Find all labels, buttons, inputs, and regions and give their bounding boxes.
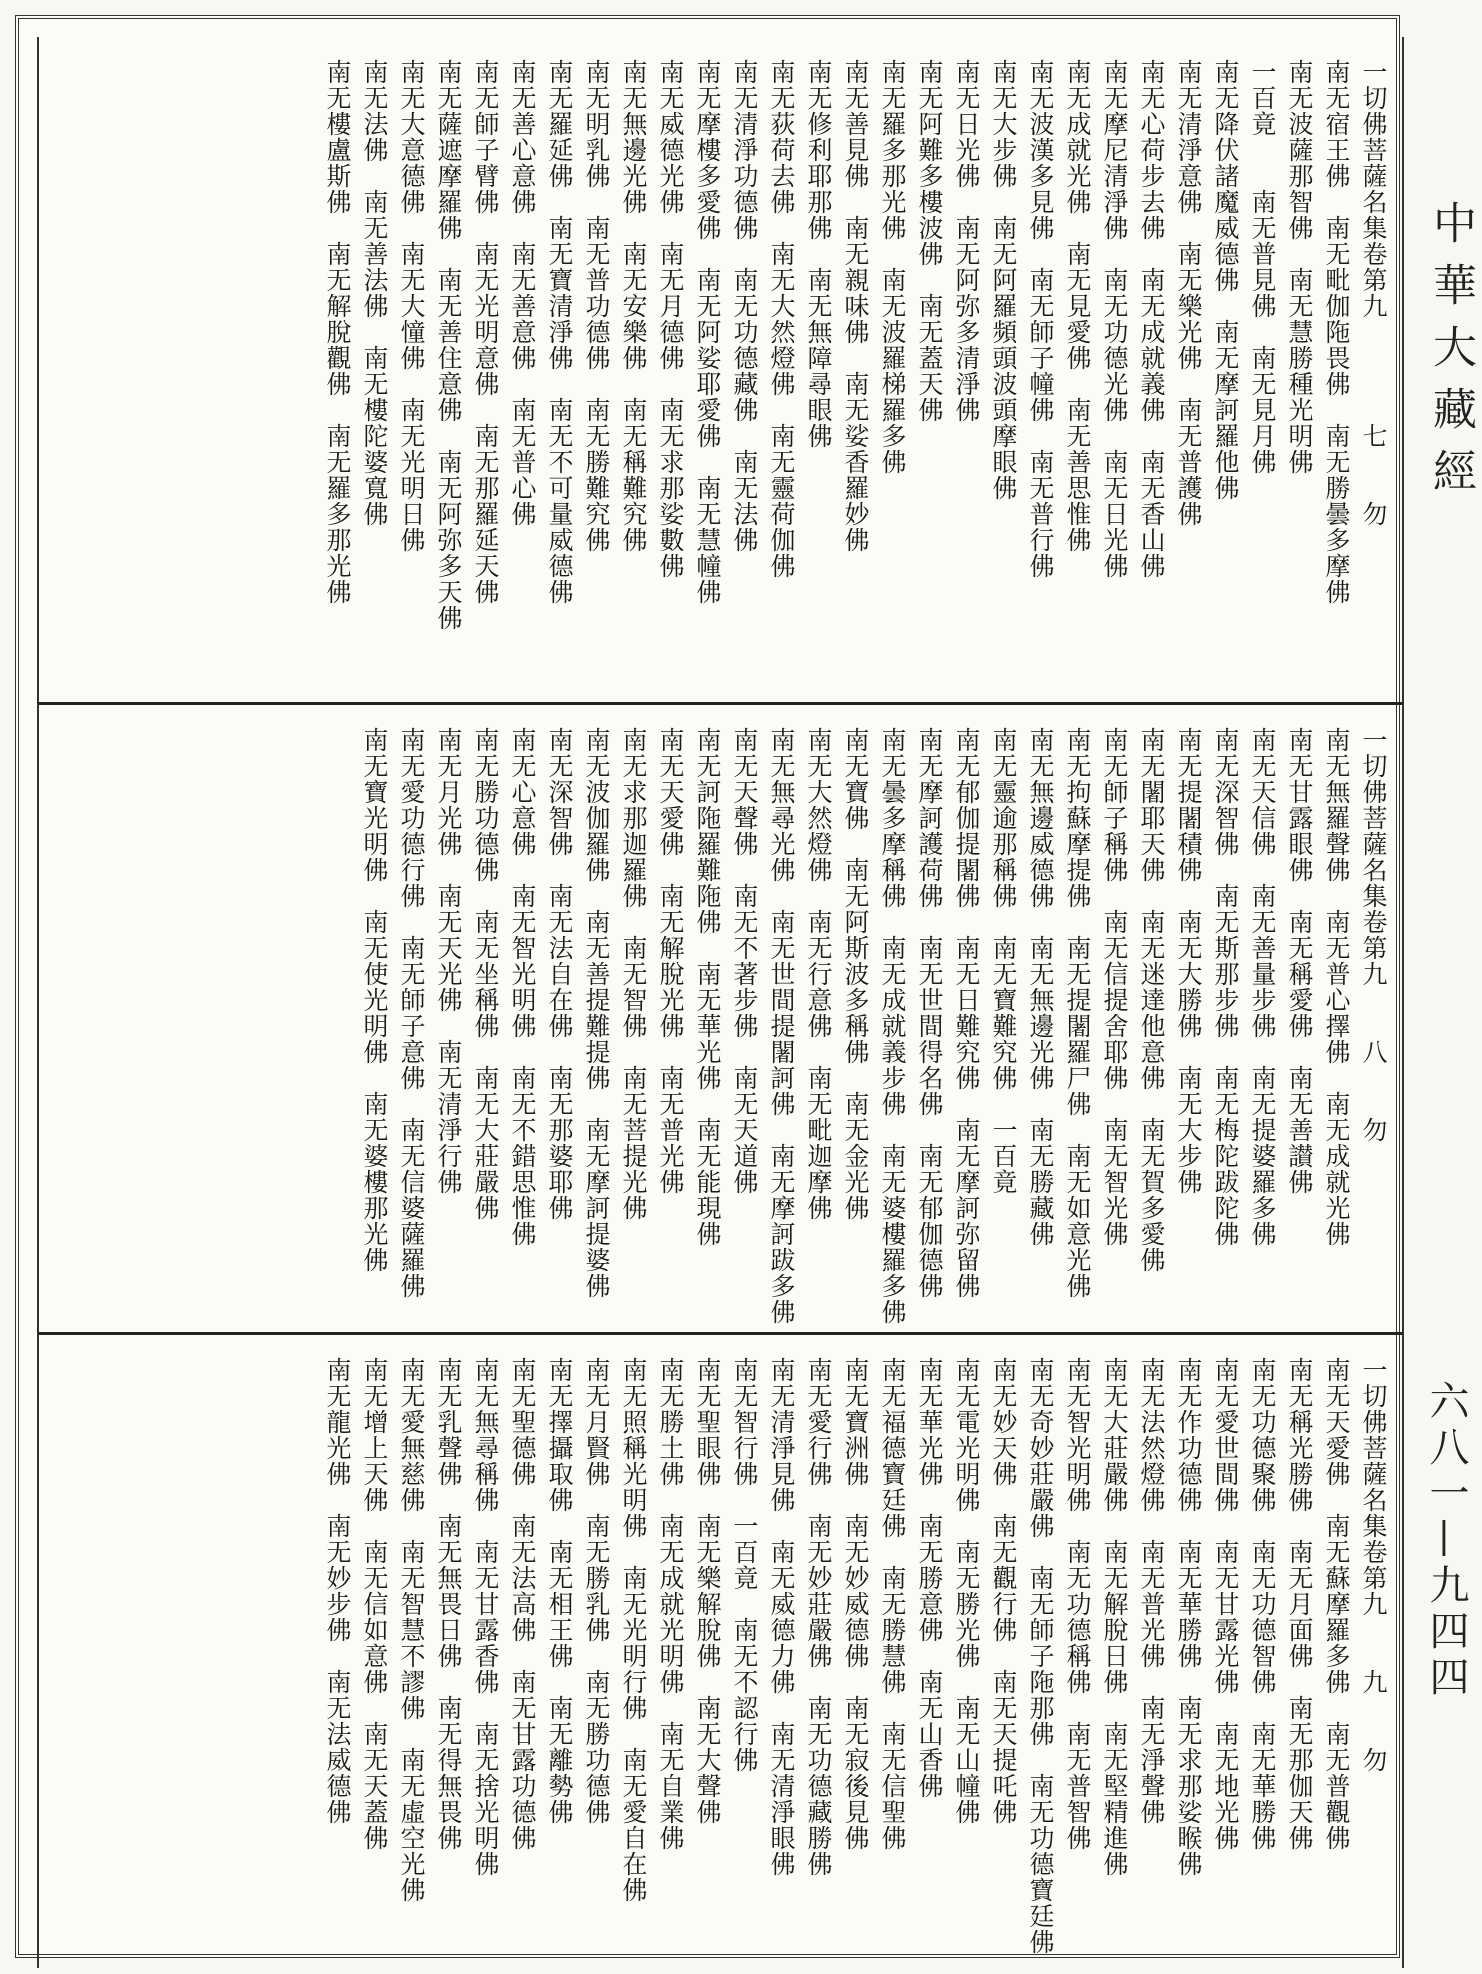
text-column: 南无天聲佛 南无不著步佛 南无天道佛 [730, 727, 759, 1195]
text-column: 南无妙天佛 南无觀行佛 南无天提吒佛 [989, 1357, 1018, 1825]
text-column: 南无降伏諸魔威德佛 南无摩訶羅他佛 [1211, 59, 1240, 501]
text-column: 南无月光佛 南无天光佛 南无清淨行佛 [434, 727, 463, 1195]
text-column: 南无勝土佛 南无成就光明佛 南无自業佛 [656, 1357, 685, 1851]
text-column: 南无摩樓多愛佛 南无阿娑耶愛佛 南无慧幢佛 [693, 59, 722, 605]
text-column: 南无稱光勝佛 南无月面佛 南无那伽天佛 [1285, 1357, 1314, 1851]
text-column: 南无清淨見佛 南无威德力佛 南无清淨眼佛 [767, 1357, 796, 1877]
text-columns [320, 59, 1390, 631]
text-column: 南无聖眼佛 南无樂解脫佛 南无大聲佛 [693, 1357, 722, 1825]
text-column: 南无宿王佛 南无毗伽陁畏佛 南无勝曇多摩佛 [1322, 59, 1351, 605]
text-column: 南无天信佛 南无善量步佛 南无提婆羅多佛 [1248, 727, 1277, 1247]
panel-middle [37, 702, 1404, 1332]
text-column: 南无華光佛 南无勝意佛 南无山香佛 [915, 1357, 944, 1799]
text-column: 南无善心意佛 南无善意佛 南无普心佛 [508, 59, 537, 527]
text-column: 南无荻荷去佛 南无大然燈佛 南无靈荷伽佛 [767, 59, 796, 579]
text-column: 南无寶光明佛 南无使光明佛 南无婆樓那光佛 [360, 727, 389, 1273]
text-column: 南无曇多摩稱佛 南无成就義步佛 南无婆樓羅多佛 [878, 727, 907, 1325]
text-column: 南无靈逾那稱佛 南无寶難究佛 一百竟 [989, 727, 1018, 1195]
text-columns [357, 727, 1390, 1325]
text-column: 南无天愛佛 南无解脫光佛 南无普光佛 [656, 727, 685, 1195]
text-column: 南无心意佛 南无智光明佛 南无不錯思惟佛 [508, 727, 537, 1247]
text-column: 南无法佛 南无善法佛 南无樓陀婆寬佛 [360, 59, 389, 527]
text-column: 南无甘露眼佛 南无稱愛佛 南无善讃佛 [1285, 727, 1314, 1195]
text-column: 南无郁伽提闍佛 南无日難究佛 南无摩訶弥留佛 [952, 727, 981, 1299]
text-column: 南无福德寶廷佛 南无勝慧佛 南无信聖佛 [878, 1357, 907, 1851]
text-column: 南无摩訶護荷佛 南无世間得名佛 南无郁伽德佛 [915, 727, 944, 1299]
text-column: 南无師子臂佛 南无光明意佛 南无那羅延天佛 [471, 59, 500, 605]
text-column: 南无愛行佛 南无妙莊嚴佛 南无功德藏勝佛 [804, 1357, 833, 1877]
text-column: 南无波薩那智佛 南无慧勝種光明佛 [1285, 59, 1314, 475]
text-column: 南无大步佛 南无阿羅頻頭波頭摩眼佛 [989, 59, 1018, 501]
text-column: 南无清淨意佛 南无樂光佛 南无普護佛 [1174, 59, 1203, 527]
text-column: 南无阿難多樓波佛 南无蓋天佛 [915, 59, 944, 423]
text-column: 一切佛菩薩名集卷第九 九 勿 [1359, 1357, 1388, 1773]
text-column: 南无法然燈佛 南无普光佛 南无淨聲佛 [1137, 1357, 1166, 1825]
text-column: 南无求那迦羅佛 南无智佛 南无菩提光佛 [619, 727, 648, 1221]
text-column: 南无乳聲佛 南无無畏日佛 南无得無畏佛 [434, 1357, 463, 1851]
panel-top [37, 37, 1404, 702]
text-column: 南无成就光佛 南无見愛佛 南无善思惟佛 [1063, 59, 1092, 553]
text-column: 南无無羅聲佛 南无普心擇佛 南无成就光佛 [1322, 727, 1351, 1247]
text-column: 南无照稱光明佛 南无光明行佛 南无愛自在佛 [619, 1357, 648, 1903]
text-column: 南无作功德佛 南无華勝佛 南无求那娑睺佛 [1174, 1357, 1203, 1877]
text-column: 一切佛菩薩名集卷第九 八 勿 [1359, 727, 1388, 1143]
collection-title: 中華大藏經 [1425, 200, 1476, 510]
text-column: 南无無邊威德佛 南无無邊光佛 南无勝藏佛 [1026, 727, 1055, 1247]
text-columns [320, 1357, 1390, 1955]
text-column: 南无大莊嚴佛 南无解脫日佛 南无堅精進佛 [1100, 1357, 1129, 1877]
text-column: 南无智行佛 一百竟 南无不認行佛 [730, 1357, 759, 1773]
text-column: 南无波伽羅佛 南无善提難提佛 南无摩訶提婆佛 [582, 727, 611, 1299]
text-column: 南无羅延佛 南无寶清淨佛 南无不可量威德佛 [545, 59, 574, 605]
text-column: 南无無尋光佛 南无世間提闍訶佛 南无摩訶跋多佛 [767, 727, 796, 1325]
text-column: 南无薩遮摩羅佛 南无善住意佛 南无阿弥多天佛 [434, 59, 463, 631]
text-column: 南无月賢佛 南无勝乳佛 南无勝功德佛 [582, 1357, 611, 1825]
text-column: 南无提闍積佛 南无大勝佛 南无大步佛 [1174, 727, 1203, 1195]
panel-bottom [37, 1332, 1404, 1968]
text-column: 南无摩尼清淨佛 南无功德光佛 南无日光佛 [1100, 59, 1129, 579]
text-column: 南无聖德佛 南无法高佛 南无甘露功德佛 [508, 1357, 537, 1851]
text-column: 南无明乳佛 南无普功德佛 南无勝難究佛 [582, 59, 611, 553]
text-column: 南无修利耶那佛 南无無障尋眼佛 [804, 59, 833, 449]
text-column: 南无波漢多見佛 南无師子幢佛 南无普行佛 [1026, 59, 1055, 579]
text-column: 南无電光明佛 南无勝光佛 南无山幢佛 [952, 1357, 981, 1825]
text-column: 南无日光佛 南无阿弥多清淨佛 [952, 59, 981, 423]
text-column: 南无闍耶天佛 南无迷達他意佛 南无賀多愛佛 [1137, 727, 1166, 1273]
text-column: 南无愛世間佛 南无甘露光佛 南无地光佛 [1211, 1357, 1240, 1851]
text-column: 南无功德聚佛 南无功德智佛 南无華勝佛 [1248, 1357, 1277, 1851]
text-column: 南无大意德佛 南无大憧佛 南无光明日佛 [397, 59, 426, 553]
text-column: 南无師子稱佛 南无信提舍耶佛 南无智光佛 [1100, 727, 1129, 1247]
text-column: 南无樓盧斯佛 南无解脫觀佛 南无羅多那光佛 [323, 59, 352, 605]
text-column: 南无深智佛 南无法自在佛 南无那婆耶佛 [545, 727, 574, 1221]
text-column: 南无龍光佛 南无妙步佛 南无法威德佛 [323, 1357, 352, 1825]
text-column: 南无拘蘇摩提佛 南无提闍羅尸佛 南无如意光佛 [1063, 727, 1092, 1299]
text-column: 南无寶佛 南无阿斯波多稱佛 南无金光佛 [841, 727, 870, 1221]
text-column: 南无寶洲佛 南无妙威德佛 南无寂後見佛 [841, 1357, 870, 1851]
text-column: 一切佛菩薩名集卷第九 七 勿 [1359, 59, 1388, 527]
text-column: 南无天愛佛 南无蘇摩羅多佛 南无普觀佛 [1322, 1357, 1351, 1851]
text-column: 南无大然燈佛 南无行意佛 南无毗迦摩佛 [804, 727, 833, 1221]
text-column: 南无無尋稱佛 南无甘露香佛 南无捨光明佛 [471, 1357, 500, 1877]
scripture-page-frame [15, 15, 1400, 1958]
text-column: 南无羅多那光佛 南无波羅梯羅多佛 [878, 59, 907, 475]
text-column: 南无愛無慈佛 南无智慧不謬佛 南无虛空光佛 [397, 1357, 426, 1903]
text-column: 南无擇攝取佛 南无相王佛 南无離勢佛 [545, 1357, 574, 1825]
text-column: 南无奇妙莊嚴佛 南无師子陁那佛 南无功德寶廷佛 [1026, 1357, 1055, 1955]
text-column: 南无勝功德佛 南无坐稱佛 南无大莊嚴佛 [471, 727, 500, 1221]
text-column: 南无無邊光佛 南无安樂佛 南无稱難究佛 [619, 59, 648, 553]
text-column: 南无深智佛 南无斯那步佛 南无梅陀跋陀佛 [1211, 727, 1240, 1247]
text-column: 南无增上天佛 南无信如意佛 南无天蓋佛 [360, 1357, 389, 1851]
text-column: 南无智光明佛 南无功德稱佛 南无普智佛 [1063, 1357, 1092, 1851]
text-column: 南无心荷步去佛 南无成就義佛 南无香山佛 [1137, 59, 1166, 579]
text-column: 南无善見佛 南无親味佛 南无娑香羅妙佛 [841, 59, 870, 553]
text-column: 南无愛功德行佛 南无師子意佛 南无信婆薩羅佛 [397, 727, 426, 1299]
page-number: 六八一—九四四 [1423, 1380, 1469, 1702]
text-column: 南无訶陁羅難陁佛 南无華光佛 南无能現佛 [693, 727, 722, 1247]
text-column: 南无清淨功德佛 南无功德藏佛 南无法佛 [730, 59, 759, 553]
text-column: 一百竟 南无普見佛 南无見月佛 [1248, 59, 1277, 475]
text-column: 南无威德光佛 南无月德佛 南无求那娑數佛 [656, 59, 685, 579]
